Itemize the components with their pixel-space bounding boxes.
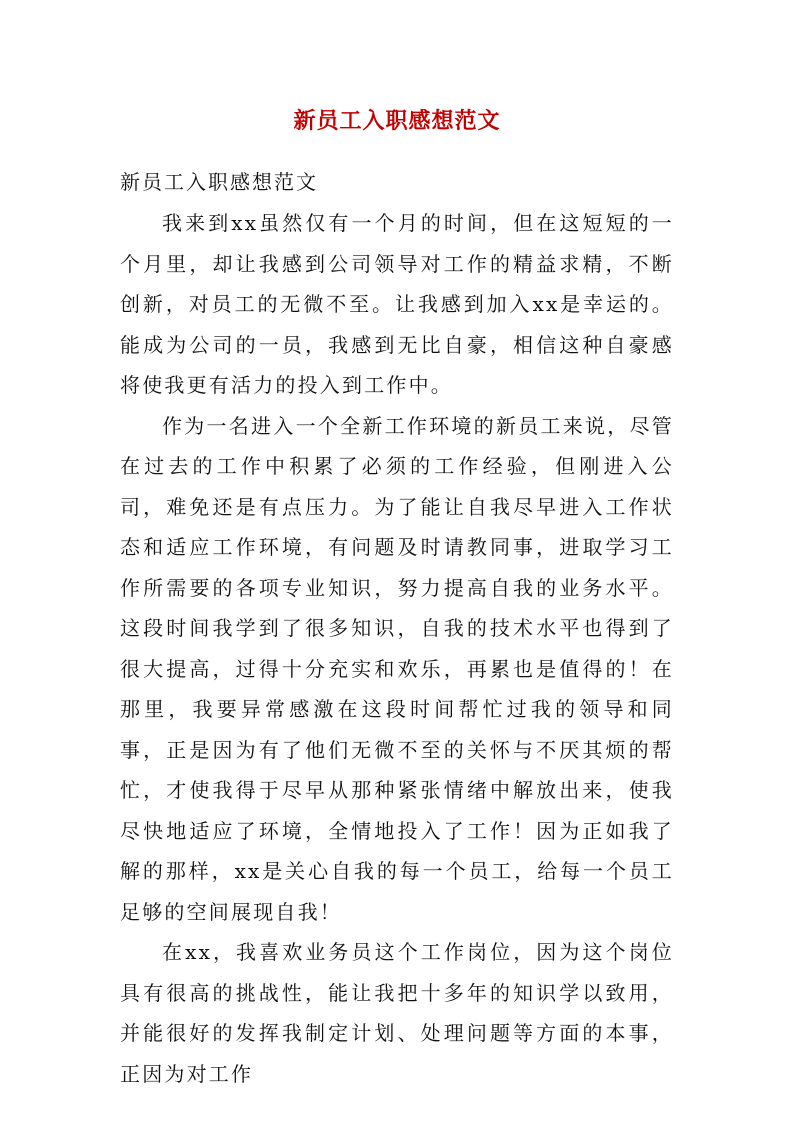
paragraph: 我来到xx虽然仅有一个月的时间，但在这短短的一个月里，却让我感到公司领导对工作的精益求精，不断创新，对员工的无微不至。让我感到加入xx是幸运的。能成为公司的一员，我感到无比自豪，相信这种自豪感将使我更有活力的投入到工作中。 bbox=[120, 211, 674, 397]
document-title: 新员工入职感想范文 bbox=[293, 108, 501, 134]
paragraph: 作为一名进入一个全新工作环境的新员工来说，尽管在过去的工作中积累了必须的工作经验，但刚进入公司，难免还是有点压力。为了能让自我尽早进入工作状态和适应工作环境，有问题及时请教同事，进取学习工作所需要的各项专业知识，努力提高自我的业务水平。这段时间我学到了很多知识，自我的技术水平也得到了很大提高，过得十分充实和欢乐，再累也是值得的！在那里，我要异常感激在这段时间帮忙过我的领导和同事，正是因为有了他们无微不至的关怀与不厌其烦的帮忙，才使我得于尽早从那种紧张情绪中解放出来，使我尽快地适应了环境，全情地投入了工作！因为正如我了解的那样，xx是关心自我的每一个员工，给每一个员工足够的空间展现自我！ bbox=[120, 413, 674, 924]
document-body bbox=[120, 203, 674, 1094]
paragraph: 在xx，我喜欢业务员这个工作岗位，因为这个岗位具有很高的挑战性，能让我把十多年的知识学以致用，并能很好的发挥我制定计划、处理问题等方面的本事，正因为对工作 bbox=[120, 940, 674, 1086]
document-subtitle: 新员工入职感想范文 bbox=[120, 170, 318, 194]
